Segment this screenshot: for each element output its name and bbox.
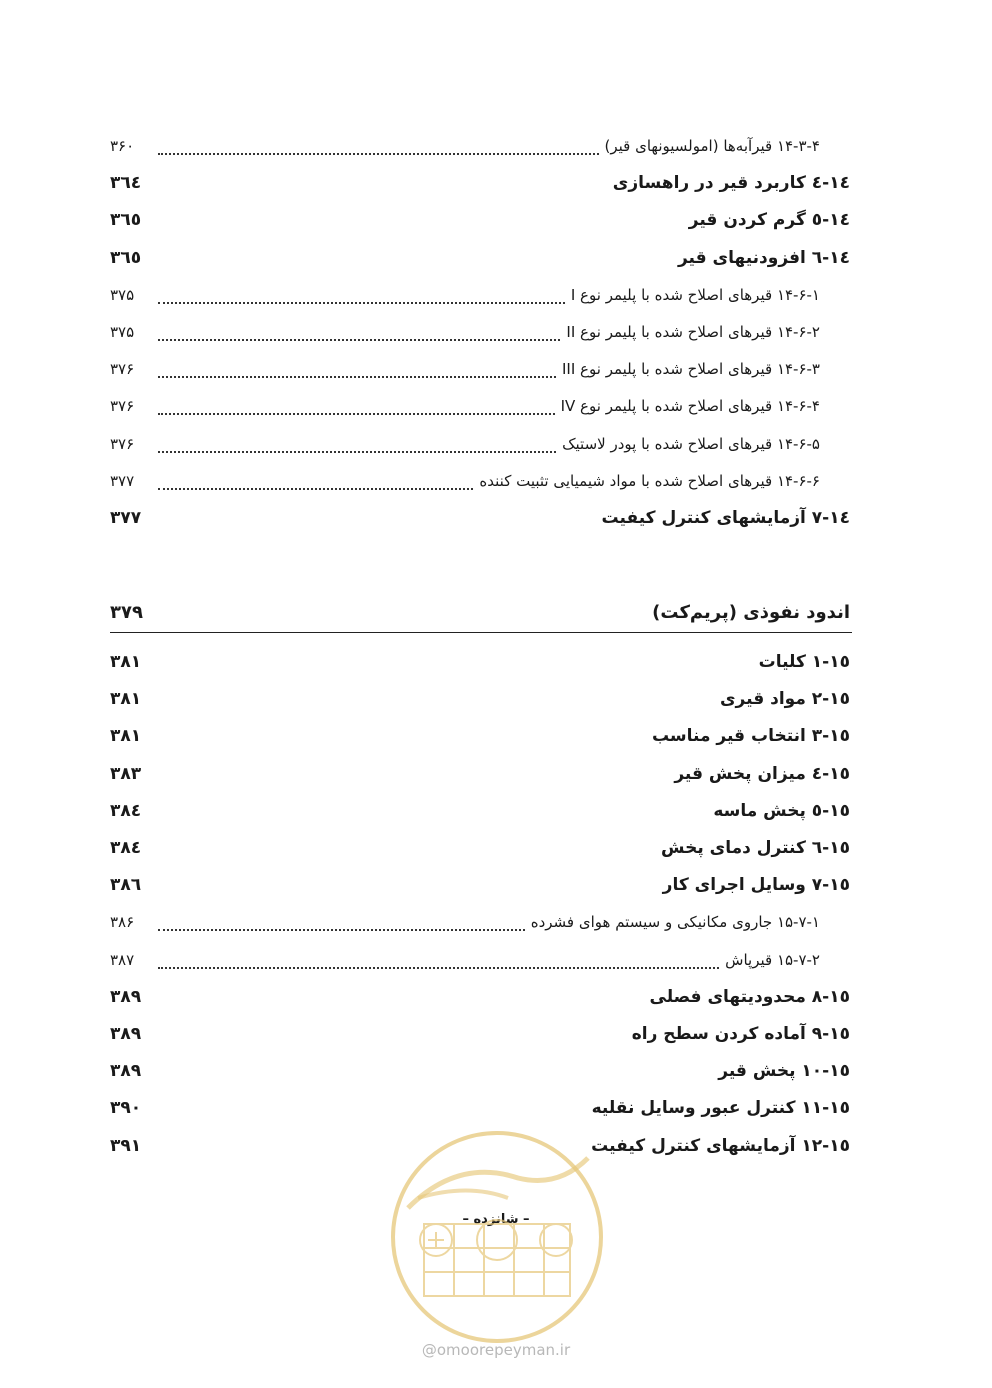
dot-leader [158, 292, 565, 304]
dot-leader [158, 441, 556, 453]
entry-title: ۱٤-٤ کاربرد قیر در راهسازی [612, 173, 850, 194]
dot-leader [158, 957, 719, 969]
toc-15-entry[interactable] [110, 944, 850, 976]
entry-title: ۱٥-٦ کنترل دمای پخش [661, 838, 850, 858]
entry-page-number: ۳۸۱ [110, 652, 142, 672]
entry-title: ۱٥-۱۱ کنترل عبور وسایل نقلیه [591, 1098, 850, 1119]
entry-page-number: ۳۶۰ [110, 137, 135, 155]
entry-page-number: ۳۷۶ [110, 434, 135, 453]
entry-page-number: ۳۸۶ [110, 913, 135, 932]
dot-leader [158, 403, 555, 415]
toc-14-entry[interactable] [110, 242, 850, 274]
entry-title: ۱۴-۶-۲ قیرهای اصلاح شده با پلیمر نوع II [566, 323, 820, 341]
chapter-page-number: ۳۷۹ [110, 601, 143, 623]
chapter-title: اندود نفوذی (پریم‌کت) [652, 601, 850, 623]
toc-14-entry[interactable] [110, 204, 850, 236]
dot-leader [158, 329, 560, 341]
entry-title: ۱٥-۱۲ آزمایشهای کنترل کیفیت [591, 1135, 850, 1156]
entry-title: ۱۴-۶-۶ قیرهای اصلاح شده با مواد شیمیایی تثبیت کننده [479, 471, 820, 490]
entry-page-number: ۳۷۶ [110, 360, 135, 379]
entry-page-number: ۳۸٤ [110, 800, 142, 821]
entry-title: ۱٥-۳ انتخاب قیر مناسب [651, 726, 850, 747]
entry-title: ۱۴-۶-۵ قیرهای اصلاح شده با پودر لاستیک [562, 434, 820, 453]
entry-title: ۱٥-۱۰ پخش قیر [718, 1061, 850, 1082]
dot-leader [158, 478, 473, 490]
toc-15-entry[interactable] [110, 869, 850, 901]
toc-15-entry[interactable] [110, 720, 850, 752]
entry-page-number: ۳٦٥ [110, 247, 142, 268]
watermark-logo [388, 1128, 606, 1346]
entry-title: ۱٥-٤ میزان پخش قیر [674, 763, 850, 784]
dot-leader [158, 366, 556, 378]
toc-14-entry[interactable] [110, 428, 850, 460]
entry-title: ۱۴-۳-۴ قیرآبه‌ها (امولسیونهای قیر) [604, 137, 820, 155]
toc-14-entry[interactable] [110, 279, 850, 311]
entry-page-number: ۳۹۱ [110, 1135, 142, 1156]
entry-page-number: ۳۸۳ [110, 763, 142, 784]
toc-14-entry[interactable] [110, 130, 850, 162]
toc-15-entry[interactable] [110, 1055, 850, 1087]
entry-page-number: ۳۸٤ [110, 838, 142, 858]
toc-14-entry[interactable] [110, 316, 850, 348]
entry-page-number: ۳۷۵ [110, 285, 135, 304]
toc-14-entry[interactable] [110, 502, 850, 534]
entry-page-number: ۳۸۷ [110, 950, 135, 969]
page-footer-number: – شانزده – [462, 1212, 530, 1227]
entry-page-number: ۳۸۹ [110, 1061, 142, 1082]
toc-15-entry[interactable] [110, 906, 850, 938]
entry-page-number: ۳۸۱ [110, 689, 142, 710]
entry-title: ۱٤-٦ افزودنیهای قیر [677, 247, 850, 268]
toc-15-entry[interactable] [110, 683, 850, 715]
entry-title: ۱٤-۷ آزمایشهای کنترل کیفیت [601, 508, 850, 528]
entry-page-number: ۳۸٦ [110, 875, 142, 896]
entry-title: ۱٥-۱ کلیات [758, 652, 850, 672]
toc-15-entry[interactable] [110, 981, 850, 1013]
entry-page-number: ۳٦٥ [110, 210, 142, 231]
entry-page-number: ۳۸۹ [110, 986, 142, 1007]
toc-15-entry[interactable] [110, 832, 850, 864]
entry-title: ۱۴-۶-۳ قیرهای اصلاح شده با پلیمر نوع III [562, 360, 820, 379]
entry-page-number: ۳۸۱ [110, 726, 142, 747]
toc-14-entry[interactable] [110, 390, 850, 422]
entry-page-number: ۳۷۵ [110, 323, 135, 341]
at-icon: @ [421, 1341, 437, 1359]
entry-page-number: ۳۹۰ [110, 1098, 142, 1119]
entry-page-number: ۳۷۷ [110, 471, 135, 490]
toc-15-entry[interactable] [110, 1018, 850, 1050]
watermark-site: @omoorepeyman.ir [421, 1341, 571, 1359]
entry-title: ۱۴-۶-۱ قیرهای اصلاح شده با پلیمر نوع I [570, 285, 820, 304]
entry-title: ۱٤-٥ گرم کردن قیر [688, 210, 850, 231]
dot-leader [158, 919, 525, 931]
entry-page-number: ۳۷۶ [110, 397, 135, 416]
toc-15-entry[interactable] [110, 795, 850, 827]
entry-page-number: ۳٦٤ [110, 173, 142, 194]
entry-title: ۱٥-۲ مواد قیری [719, 689, 850, 710]
toc-14-entry[interactable] [110, 167, 850, 199]
toc-14-entry[interactable] [110, 465, 850, 497]
entry-title: ۱٥-۸ محدودیتهای فصلی [649, 986, 850, 1007]
entry-page-number: ۳۸۹ [110, 1024, 142, 1044]
entry-title: ۱٥-۹ آماده کردن سطح راه [631, 1024, 850, 1044]
entry-page-number: ۳۷۷ [110, 508, 142, 528]
toc-15-entry[interactable] [110, 1092, 850, 1124]
entry-title: ۱۵-۷-۲ قیرپاش [725, 950, 820, 969]
toc-15-entry[interactable] [110, 758, 850, 790]
entry-title: ۱۴-۶-۴ قیرهای اصلاح شده با پلیمر نوع IV [560, 397, 820, 416]
entry-title: ۱۵-۷-۱ جاروی مکانیکی و سیستم هوای فشرده [530, 913, 820, 932]
entry-title: ۱٥-٥ پخش ماسه [713, 800, 850, 821]
entry-title: ۱٥-۷ وسایل اجرای کار [662, 875, 850, 896]
chapter-divider [110, 632, 852, 633]
toc-14-entry[interactable] [110, 353, 850, 385]
toc-15-entry[interactable] [110, 646, 850, 678]
dot-leader [158, 143, 599, 155]
